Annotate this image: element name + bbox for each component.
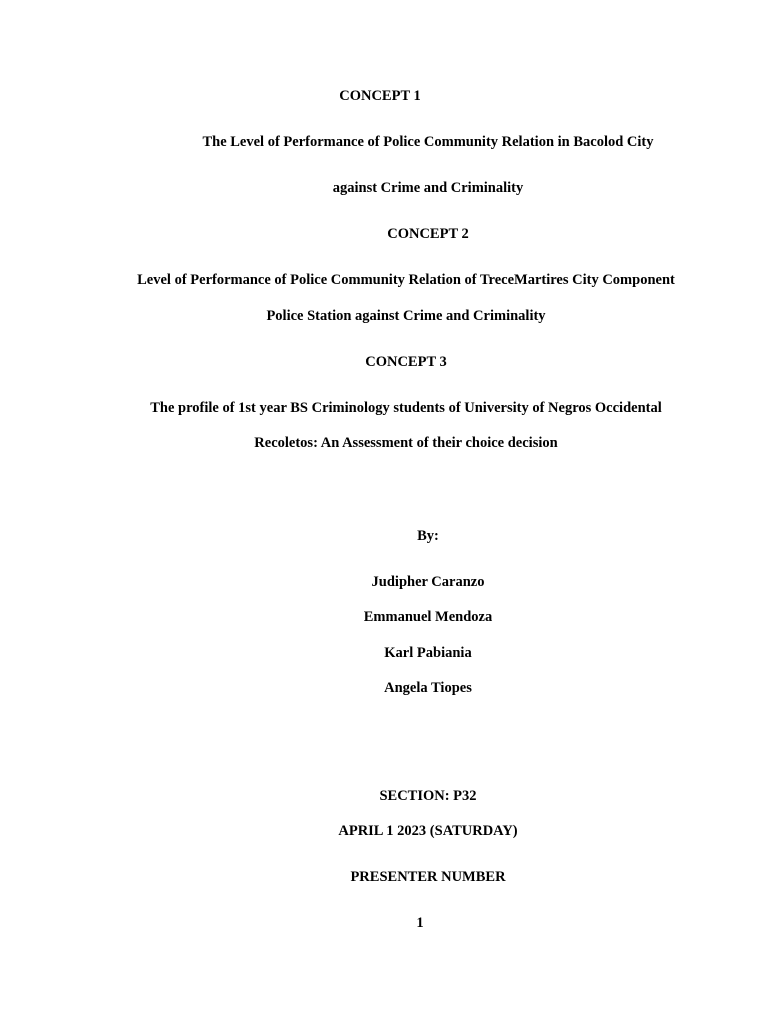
author-name: Judipher Caranzo <box>371 574 485 590</box>
concept-1-title-line-1: The Level of Performance of Police Community Relation in Bacolod City <box>202 134 654 150</box>
author-name: Karl Pabiania <box>384 645 472 661</box>
concept-1-heading: CONCEPT 1 <box>339 88 421 104</box>
presenter-number-label: PRESENTER NUMBER <box>350 869 506 885</box>
author-name: Angela Tiopes <box>384 680 472 696</box>
authors-label: By: <box>417 528 439 544</box>
concept-2-title-line-1: Level of Performance of Police Community Relation of TreceMartires City Component <box>137 272 675 288</box>
author-name: Emmanuel Mendoza <box>363 609 493 625</box>
presentation-date: APRIL 1 2023 (SATURDAY) <box>338 823 518 839</box>
section-label: SECTION: P32 <box>379 788 477 804</box>
concept-2-title-line-2: Police Station against Crime and Criminality <box>266 308 546 324</box>
concept-3-title-line-1: The profile of 1st year BS Criminology students of University of Negros Occidental <box>150 400 662 416</box>
presenter-number-value: 1 <box>416 915 424 931</box>
concept-3-heading: CONCEPT 3 <box>365 354 447 370</box>
concept-3-title-line-2: Recoletos: An Assessment of their choice decision <box>254 435 558 451</box>
concept-1-title-line-2: against Crime and Criminality <box>332 180 524 196</box>
concept-2-heading: CONCEPT 2 <box>387 226 469 242</box>
